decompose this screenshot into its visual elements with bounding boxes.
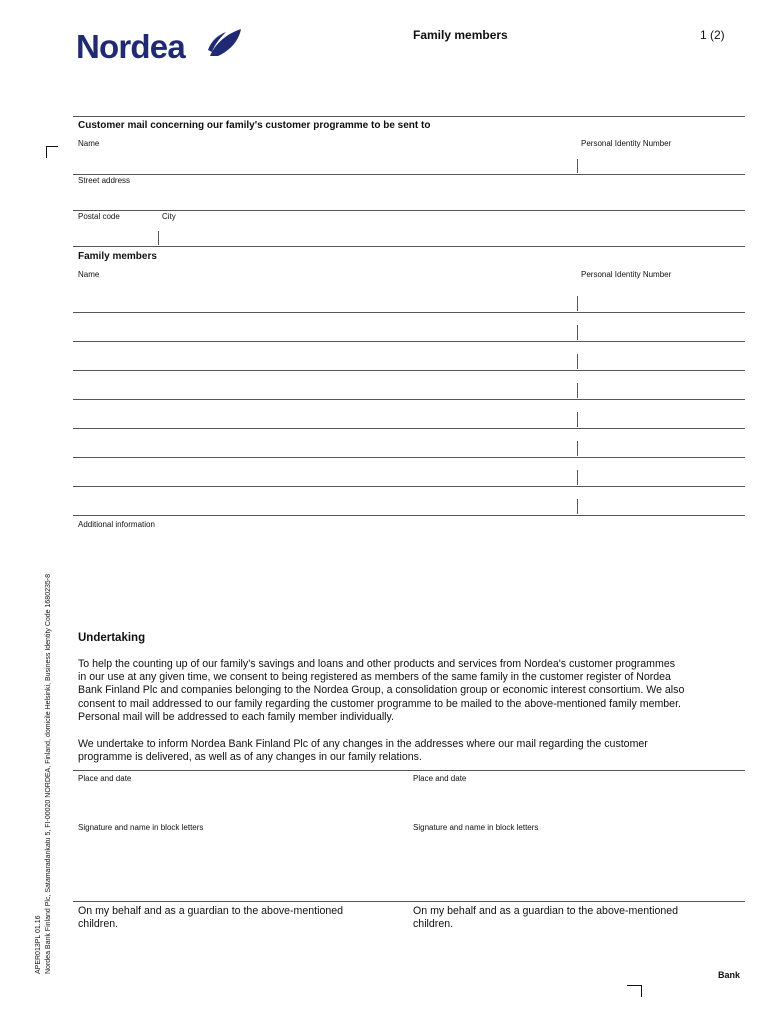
text-line: in our use at any given time, we consent to being registered as members of the same family in the customer register of Nordea bbox=[78, 671, 671, 684]
family-member-name-field[interactable] bbox=[73, 370, 577, 399]
field-divider bbox=[577, 354, 578, 369]
signature-label-2: Signature and name in block letters bbox=[413, 823, 539, 832]
undertaking-heading: Undertaking bbox=[78, 632, 146, 644]
family-pin-label: Personal Identity Number bbox=[581, 270, 672, 279]
form-code: APER013PL 01.16 bbox=[35, 915, 42, 974]
signature-field-1[interactable] bbox=[73, 821, 409, 901]
field-divider bbox=[158, 231, 159, 245]
family-member-name-field[interactable] bbox=[73, 399, 577, 428]
form-title: Family members bbox=[413, 28, 508, 42]
pin-label: Personal Identity Number bbox=[581, 139, 672, 148]
city-label: City bbox=[162, 212, 176, 221]
place-date-label-1: Place and date bbox=[78, 774, 132, 783]
name-label: Name bbox=[78, 139, 100, 148]
guardian-statement-1 bbox=[78, 905, 343, 931]
field-divider bbox=[577, 499, 578, 514]
family-member-name-field[interactable] bbox=[73, 486, 577, 515]
nordea-logo-text: Nordea bbox=[76, 28, 185, 65]
text-line: children. bbox=[413, 918, 454, 931]
text-line: On my behalf and as a guardian to the above-mentioned bbox=[78, 905, 344, 917]
field-line bbox=[73, 246, 745, 247]
guardian-statement-2 bbox=[413, 905, 678, 931]
family-name-label: Name bbox=[78, 270, 100, 279]
signature-field-2[interactable] bbox=[409, 821, 745, 901]
registration-mark-bottom bbox=[627, 985, 641, 986]
registration-mark-top-v bbox=[46, 146, 47, 158]
field-divider bbox=[577, 412, 578, 427]
undertaking-paragraph-1 bbox=[78, 658, 684, 724]
sail-icon bbox=[206, 26, 244, 60]
place-date-label-2: Place and date bbox=[413, 774, 467, 783]
text-line: children. bbox=[78, 918, 119, 931]
family-member-pin-field[interactable] bbox=[577, 370, 745, 399]
registration-mark-top bbox=[46, 146, 58, 147]
city-field[interactable] bbox=[158, 211, 745, 246]
additional-info-field[interactable] bbox=[73, 532, 745, 622]
signature-divider bbox=[73, 901, 745, 902]
family-heading: Family members bbox=[78, 251, 157, 262]
family-member-pin-field[interactable] bbox=[577, 486, 745, 515]
family-member-pin-field[interactable] bbox=[577, 428, 745, 457]
family-member-name-field[interactable] bbox=[73, 428, 577, 457]
field-divider bbox=[577, 470, 578, 485]
company-info: Nordea Bank Finland Plc, Satamaradankatu 5, FI-00020 NORDEA, Finland, domicile Helsinki, Business Identity Code 1680235-8 bbox=[44, 574, 52, 974]
field-divider bbox=[577, 383, 578, 398]
undertaking-paragraph-2 bbox=[78, 738, 648, 764]
family-member-name-field[interactable] bbox=[73, 312, 577, 341]
text-line: Bank Finland Plc and companies belonging to the Nordea Group, a consolidation group or economic interest consortium. We also bbox=[78, 684, 685, 697]
field-divider bbox=[577, 296, 578, 311]
bank-label: Bank bbox=[718, 970, 741, 980]
family-member-pin-field[interactable] bbox=[577, 312, 745, 341]
recipient-name-field[interactable] bbox=[73, 136, 577, 174]
text-line: Personal mail will be addressed to each family member individually. bbox=[78, 710, 394, 723]
additional-info-label: Additional information bbox=[78, 520, 155, 529]
family-member-pin-field[interactable] bbox=[577, 341, 745, 370]
row-line bbox=[73, 515, 745, 516]
street-address-field[interactable] bbox=[73, 175, 745, 210]
family-member-name-field[interactable] bbox=[73, 341, 577, 370]
field-divider bbox=[577, 325, 578, 340]
text-line: consent to mail addressed to our family regarding the customer programme to be mailed to the above-mentioned family member. bbox=[78, 697, 681, 710]
family-member-pin-field[interactable] bbox=[577, 399, 745, 428]
family-member-name-field[interactable] bbox=[73, 283, 577, 312]
postal-code-label: Postal code bbox=[78, 212, 120, 221]
page-number: 1 (2) bbox=[700, 28, 725, 42]
text-line: programme is delivered, as well as of any changes in our family relations. bbox=[78, 751, 422, 764]
mailing-heading: Customer mail concerning our family's customer programme to be sent to bbox=[78, 120, 431, 131]
field-divider bbox=[577, 441, 578, 456]
field-divider bbox=[577, 159, 578, 173]
street-address-label: Street address bbox=[78, 176, 131, 185]
signature-label-1: Signature and name in block letters bbox=[78, 823, 204, 832]
section-divider bbox=[73, 116, 745, 117]
sidebar-text bbox=[34, 574, 53, 974]
family-member-pin-field[interactable] bbox=[577, 457, 745, 486]
family-member-pin-field[interactable] bbox=[577, 283, 745, 312]
text-line: On my behalf and as a guardian to the above-mentioned bbox=[413, 905, 679, 917]
registration-mark-bottom-v bbox=[641, 985, 642, 997]
text-line: To help the counting up of our family's savings and loans and other products and services from Nordea's customer programmes bbox=[78, 658, 676, 670]
text-line: We undertake to inform Nordea Bank Finland Plc of any changes in the addresses where our mail regarding the customer bbox=[78, 738, 648, 750]
family-member-name-field[interactable] bbox=[73, 457, 577, 486]
